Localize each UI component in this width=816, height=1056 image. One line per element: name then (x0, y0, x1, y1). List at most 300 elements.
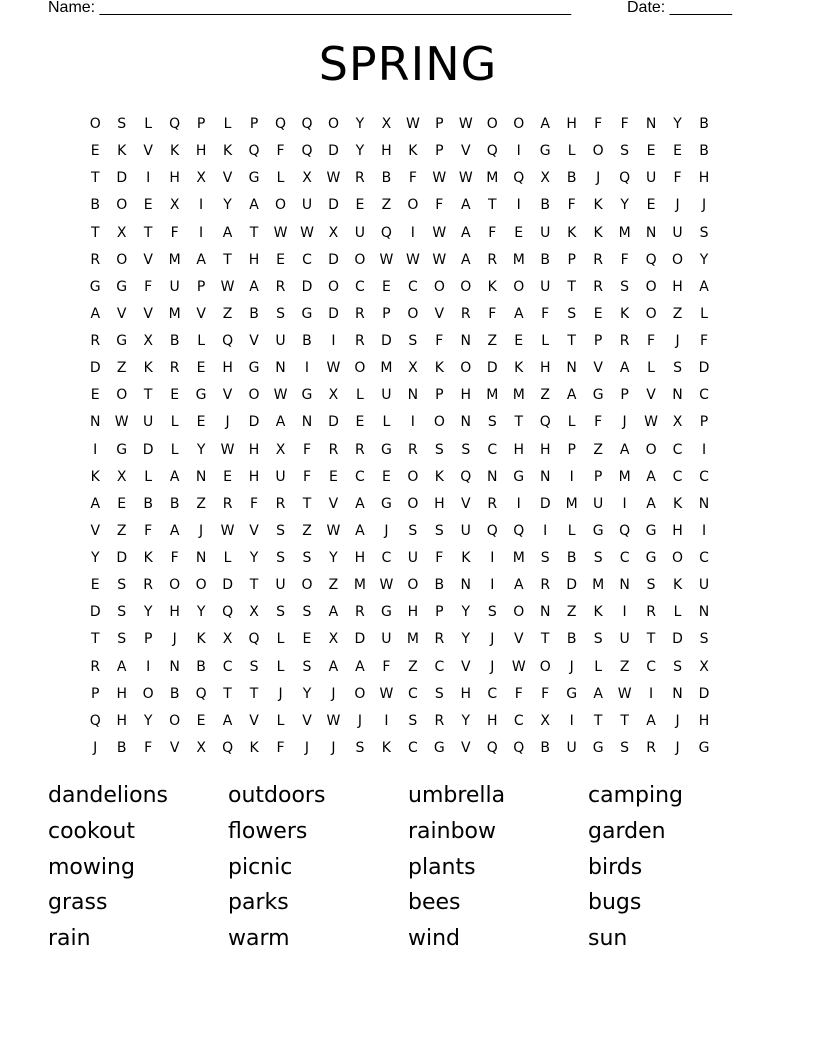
grid-cell: D (354, 631, 366, 648)
grid-cell: P (435, 604, 444, 621)
grid-cell: D (539, 495, 551, 512)
grid-cell: W (326, 522, 341, 539)
grid-cell: V (249, 333, 259, 349)
grid-cell: J (199, 522, 204, 539)
grid-cell: F (699, 333, 709, 349)
grid-row (82, 274, 717, 301)
grid-cell: K (567, 224, 577, 241)
word-list-item: picnic (228, 854, 293, 880)
grid-cell: R (487, 251, 498, 268)
grid-cell: D (381, 333, 392, 349)
grid-cell: I (622, 495, 627, 512)
grid-row (82, 220, 717, 247)
grid-cell: D (89, 360, 101, 377)
grid-cell: U (645, 170, 657, 187)
grid-cell: S (117, 631, 127, 648)
grid-cell: D (248, 414, 260, 431)
grid-cell: O (407, 495, 419, 512)
grid-cell: W (617, 685, 632, 702)
grid-cell: Q (513, 170, 525, 187)
grid-cell: I (543, 522, 548, 539)
word-list-item: sun (588, 926, 628, 951)
grid-cell: J (490, 658, 495, 675)
grid-cell: S (699, 224, 709, 241)
grid-cell: U (566, 739, 577, 756)
grid-cell: V (461, 658, 471, 675)
grid-row (82, 138, 717, 165)
grid-cell: L (223, 116, 232, 132)
grid-cell: Q (513, 739, 525, 756)
grid-cell: V (461, 739, 471, 756)
grid-cell: S (117, 577, 127, 594)
grid-cell: I (569, 712, 574, 729)
grid-cell: O (169, 712, 181, 729)
grid-cell: V (328, 495, 339, 512)
grid-cell: B (566, 170, 577, 187)
grid-cell: S (276, 550, 285, 566)
grid-cell: Y (196, 441, 206, 458)
grid-row (82, 192, 717, 219)
grid-row (82, 626, 717, 653)
grid-cell: B (381, 170, 392, 187)
grid-cell: R (407, 441, 418, 458)
grid-cell: E (381, 278, 391, 295)
grid-cell: F (541, 305, 550, 322)
grid-cell: D (116, 170, 128, 187)
grid-cell: H (513, 441, 524, 458)
grid-cell: L (144, 116, 153, 132)
word-list-item: dandelions (48, 783, 168, 808)
grid-cell: S (540, 550, 550, 566)
grid-cell: S (620, 739, 630, 756)
grid-cell: M (168, 251, 181, 268)
grid-cell: F (488, 224, 497, 241)
grid-cell: S (434, 441, 444, 458)
grid-cell: R (355, 170, 365, 187)
grid-cell: C (407, 739, 418, 756)
grid-cell: K (514, 360, 524, 377)
grid-cell: B (540, 739, 550, 756)
grid-cell: F (250, 495, 259, 512)
grid-cell: K (487, 278, 497, 295)
grid-cell: O (672, 251, 684, 268)
grid-cell: B (249, 305, 259, 322)
grid-cell: O (169, 577, 181, 594)
grid-cell: L (276, 631, 285, 648)
grid-cell: U (354, 224, 366, 241)
grid-cell: W (300, 224, 314, 241)
grid-cell: H (566, 116, 577, 132)
grid-cell: H (116, 685, 127, 702)
grid-cell: K (143, 360, 153, 377)
grid-cell: O (354, 360, 366, 377)
grid-cell: I (384, 712, 389, 729)
grid-cell: C (355, 468, 365, 485)
grid-cell: H (407, 604, 419, 621)
grid-cell: I (701, 522, 707, 539)
grid-cell: A (169, 522, 180, 539)
grid-cell: K (593, 197, 603, 214)
grid-cell: O (460, 360, 472, 377)
grid-cell: T (90, 170, 100, 187)
grid-cell: B (169, 685, 180, 702)
grid-cell: J (675, 712, 680, 729)
grid-cell: V (222, 387, 233, 404)
grid-cell: Y (249, 550, 259, 566)
grid-row (82, 491, 717, 518)
grid-cell: O (407, 577, 419, 594)
grid-cell: X (328, 224, 339, 241)
grid-cell: J (172, 631, 177, 648)
grid-row (82, 409, 717, 436)
grid-cell: X (699, 658, 709, 675)
grid-cell: A (116, 658, 127, 675)
word-list-item: rain (48, 926, 91, 951)
grid-cell: F (620, 251, 629, 268)
grid-cell: Q (222, 333, 234, 349)
grid-cell: O (301, 577, 313, 594)
grid-cell: A (540, 116, 550, 132)
word-list-item: umbrella (408, 783, 506, 808)
grid-cell: H (169, 170, 180, 187)
grid-cell: O (327, 116, 339, 132)
grid-cell: A (646, 712, 656, 729)
grid-cell: M (486, 170, 499, 187)
grid-cell: K (249, 739, 259, 756)
grid-cell: R (328, 441, 339, 458)
grid-cell: H (487, 712, 498, 729)
grid-cell: A (275, 414, 286, 431)
grid-cell: A (646, 468, 656, 485)
grid-cell: Y (461, 604, 471, 621)
header-row (48, 0, 748, 19)
word-list-item: flowers (228, 818, 308, 844)
grid-cell: O (486, 116, 498, 132)
grid-cell: R (646, 739, 656, 756)
grid-cell: R (355, 305, 365, 322)
grid-cell: Z (116, 360, 127, 377)
grid-cell: E (646, 197, 656, 214)
grid-cell: S (276, 604, 285, 621)
grid-cell: L (382, 414, 391, 431)
grid-cell: N (539, 604, 551, 621)
grid-cell: A (328, 604, 339, 621)
grid-cell: Y (196, 604, 206, 621)
grid-cell: D (698, 360, 710, 377)
grid-cell: Q (248, 631, 260, 648)
grid-row (82, 735, 717, 762)
grid-cell: A (249, 197, 259, 214)
grid-cell: E (276, 251, 285, 268)
grid-cell: M (406, 631, 419, 648)
grid-cell: C (487, 685, 498, 702)
grid-cell: W (379, 685, 394, 702)
grid-cell: L (170, 414, 179, 431)
grid-cell: M (512, 550, 525, 566)
grid-cell: X (540, 170, 550, 187)
grid-cell: J (304, 739, 310, 756)
grid-row (82, 518, 717, 545)
grid-cell: K (143, 550, 153, 566)
grid-cell: A (461, 251, 471, 268)
grid-cell: K (381, 739, 391, 756)
grid-cell: M (512, 387, 525, 404)
grid-cell: L (567, 522, 576, 539)
grid-cell: E (196, 712, 206, 729)
grid-cell: C (407, 278, 418, 295)
grid-cell: R (90, 333, 101, 349)
grid-cell: B (699, 143, 709, 160)
grid-cell: E (329, 468, 338, 485)
grid-cell: U (407, 550, 418, 566)
grid-cell: C (407, 685, 418, 702)
grid-cell: F (408, 170, 417, 187)
grid-cell: D (116, 550, 128, 566)
grid-cell: H (539, 360, 551, 377)
grid-cell: U (275, 468, 286, 485)
grid-row (82, 355, 717, 382)
grid-cell: P (593, 333, 603, 349)
grid-cell: S (302, 604, 312, 621)
grid-cell: J (225, 414, 230, 431)
grid-cell: G (116, 333, 128, 349)
grid-cell: X (328, 387, 339, 404)
grid-cell: D (328, 143, 339, 160)
grid-cell: F (435, 550, 444, 566)
grid-cell: O (248, 387, 260, 404)
grid-cell: U (275, 577, 286, 594)
grid-cell: J (701, 197, 707, 214)
grid-cell: S (408, 522, 418, 539)
grid-cell: E (196, 414, 206, 431)
grid-cell: S (276, 522, 285, 539)
grid-cell: R (593, 278, 603, 295)
grid-cell: X (540, 712, 550, 729)
grid-cell: P (382, 305, 391, 322)
grid-cell: A (513, 305, 524, 322)
grid-cell: P (567, 441, 576, 458)
grid-cell: J (278, 685, 283, 702)
grid-cell: T (302, 495, 312, 512)
grid-cell: P (435, 116, 444, 132)
grid-cell: N (460, 333, 472, 349)
grid-cell: O (327, 278, 339, 295)
grid-cell: F (488, 305, 497, 322)
grid-cell: F (170, 224, 179, 241)
grid-cell: S (302, 550, 312, 566)
grid-cell: G (89, 278, 101, 295)
grid-cell: L (567, 143, 576, 160)
grid-cell: C (222, 658, 233, 675)
grid-cell: R (434, 631, 445, 648)
grid-cell: F (594, 116, 603, 132)
grid-cell: Z (619, 658, 630, 675)
grid-cell: A (355, 522, 365, 539)
grid-cell: J (569, 658, 574, 675)
grid-cell: L (223, 550, 232, 566)
grid-cell: F (302, 468, 312, 485)
grid-cell: S (302, 658, 312, 675)
grid-cell: P (196, 278, 206, 295)
grid-cell: V (143, 143, 153, 160)
grid-cell: Q (222, 604, 234, 621)
grid-cell: G (116, 441, 128, 458)
grid-cell: I (490, 550, 495, 566)
grid-cell: E (302, 631, 312, 648)
grid-cell: S (620, 143, 630, 160)
grid-cell: D (328, 197, 339, 214)
grid-cell: W (379, 577, 394, 594)
grid-cell: B (699, 116, 709, 132)
grid-cell: S (117, 116, 127, 132)
grid-cell: H (460, 685, 472, 702)
grid-cell: G (513, 468, 525, 485)
grid-cell: I (516, 197, 521, 214)
grid-cell: F (620, 116, 629, 132)
grid-cell: I (146, 658, 151, 675)
grid-cell: K (672, 577, 683, 594)
grid-cell: G (248, 360, 260, 377)
grid-cell: L (276, 712, 285, 729)
grid-cell: F (594, 414, 603, 431)
grid-cell: U (540, 278, 551, 295)
grid-cell: R (90, 251, 101, 268)
grid-cell: T (646, 631, 656, 648)
grid-cell: Y (461, 631, 471, 648)
grid-cell: E (170, 387, 180, 404)
grid-cell: O (354, 685, 366, 702)
grid-cell: H (672, 278, 683, 295)
grid-cell: H (698, 712, 710, 729)
grid-cell: Q (619, 522, 631, 539)
grid-cell: K (434, 468, 444, 485)
grid-cell: O (354, 251, 366, 268)
grid-cell: T (90, 224, 100, 241)
grid-cell: O (433, 414, 445, 431)
grid-cell: F (567, 197, 576, 214)
grid-cell: S (434, 685, 444, 702)
grid-cell: R (460, 305, 471, 322)
grid-cell: E (196, 360, 206, 377)
grid-cell: A (222, 224, 233, 241)
grid-cell: A (461, 197, 471, 214)
grid-cell: R (169, 360, 180, 377)
grid-cell: B (169, 333, 180, 349)
grid-cell: A (90, 305, 101, 322)
grid-cell: U (381, 631, 392, 648)
grid-cell: L (541, 333, 550, 349)
grid-cell: C (355, 278, 365, 295)
grid-cell: Y (461, 712, 471, 729)
grid-cell: R (275, 495, 286, 512)
grid-cell: S (593, 550, 603, 566)
grid-cell: W (432, 224, 447, 241)
grid-cell: A (566, 387, 577, 404)
grid-cell: R (646, 604, 656, 621)
grid-cell: D (301, 278, 313, 295)
grid-cell: B (196, 658, 206, 675)
grid-cell: C (672, 468, 683, 485)
grid-cell: U (672, 224, 683, 241)
grid-cell: F (276, 739, 285, 756)
grid-cell: H (460, 387, 472, 404)
grid-cell: T (249, 577, 259, 594)
grid-cell: Y (355, 116, 365, 132)
grid-cell: Q (513, 522, 525, 539)
grid-cell: G (195, 387, 207, 404)
grid-cell: G (380, 604, 392, 621)
grid-cell: W (326, 712, 341, 729)
grid-cell: Y (143, 604, 153, 621)
grid-cell: N (301, 414, 313, 431)
grid-cell: D (698, 685, 710, 702)
grid-cell: V (593, 360, 603, 377)
grid-cell: B (566, 550, 577, 566)
grid-cell: M (486, 387, 499, 404)
letter-grid (82, 111, 717, 762)
grid-cell: W (405, 251, 420, 268)
grid-cell: U (143, 414, 154, 431)
grid-cell: I (199, 197, 204, 214)
grid-cell: W (511, 658, 526, 675)
grid-cell: I (304, 360, 310, 377)
grid-cell: W (432, 251, 447, 268)
grid-cell: Q (248, 143, 260, 160)
grid-cell: R (487, 495, 498, 512)
grid-cell: J (675, 739, 680, 756)
grid-cell: H (248, 441, 260, 458)
grid-cell: A (222, 712, 233, 729)
grid-cell: O (672, 550, 684, 566)
grid-cell: Z (487, 333, 498, 349)
grid-cell: L (647, 360, 655, 377)
grid-cell: X (196, 170, 206, 187)
grid-cell: Y (620, 197, 629, 214)
grid-cell: P (143, 631, 153, 648)
grid-cell: G (592, 739, 604, 756)
grid-cell: Z (196, 495, 206, 512)
grid-cell: F (514, 685, 523, 702)
grid-cell: W (220, 441, 235, 458)
grid-cell: T (143, 387, 153, 404)
date-field: Date: _______ (627, 0, 732, 16)
grid-cell: P (196, 116, 206, 132)
grid-cell: Q (275, 116, 287, 132)
grid-cell: R (275, 278, 286, 295)
grid-cell: R (143, 577, 154, 594)
grid-row (82, 464, 717, 491)
grid-cell: N (275, 360, 286, 377)
grid-cell: J (596, 170, 601, 187)
grid-cell: Z (593, 441, 603, 458)
word-list-item: plants (408, 854, 476, 880)
grid-cell: I (490, 577, 495, 594)
grid-row (82, 654, 717, 681)
grid-cell: A (513, 577, 524, 594)
grid-cell: N (645, 116, 657, 132)
grid-cell: E (514, 333, 524, 349)
grid-cell: F (276, 143, 285, 160)
grid-cell: N (460, 577, 472, 594)
grid-cell: T (223, 251, 232, 268)
grid-cell: A (249, 278, 259, 295)
grid-cell: C (487, 441, 498, 458)
grid-cell: Q (301, 143, 313, 160)
grid-cell: W (326, 170, 341, 187)
grid-cell: P (435, 387, 444, 404)
grid-cell: G (248, 170, 260, 187)
grid-cell: N (487, 468, 498, 485)
